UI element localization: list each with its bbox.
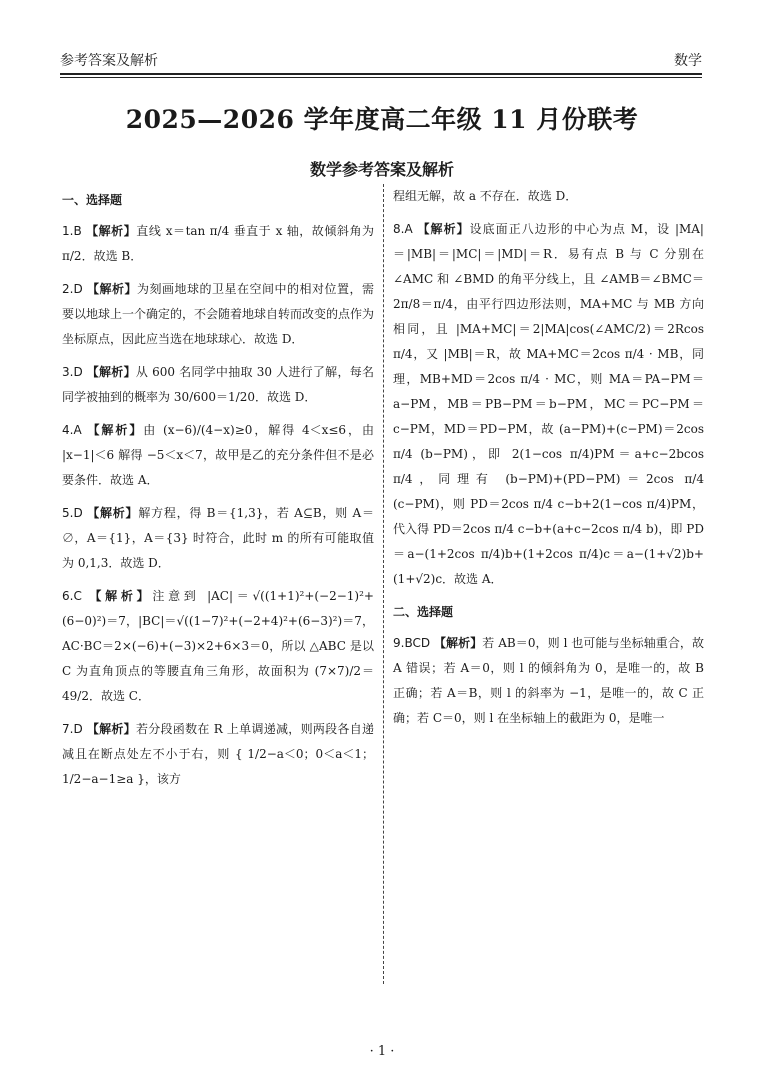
document-title: 2025—2026 学年度高二年级 11 月份联考 [125, 105, 639, 134]
header-left-text: 参考答案及解析 [60, 53, 158, 69]
column-divider [383, 184, 384, 984]
item-number: 3. [62, 365, 74, 379]
answer-item-2 [62, 277, 374, 352]
item-tag: 【解析】 [87, 282, 138, 296]
item-answer: BCD [404, 636, 431, 650]
item-tag: 【解析】 [86, 722, 136, 736]
item-text: 程组无解，故 a 不存在．故选 D． [393, 189, 578, 203]
header-right-text: 数学 [674, 53, 702, 69]
item-text: 由 (x−6)/(4−x)≥0，解得 4＜x≤6，由 |x−1|＜6 解得 −5＜x＜7，故甲是乙的充分条件但不是必要条件．故选 A． [62, 423, 374, 487]
answer-item-9 [393, 631, 704, 731]
right-column [393, 184, 704, 739]
item-tag: 【解析】 [87, 506, 139, 520]
item-number: 5. [62, 506, 74, 520]
section-heading-2: 二、选择题 [393, 605, 454, 619]
item-number: 1. [62, 224, 74, 238]
answer-item-7-cont [393, 184, 704, 209]
document-subtitle: 数学参考答案及解析 [309, 160, 454, 179]
page-header [60, 40, 702, 74]
item-tag: 【解析】 [86, 224, 137, 238]
item-text: 设底面正八边形的中心为点 M，设 |MA|＝|MB|＝|MC|＝|MD|＝R．易有点 B 与 C 分别在 ∠AMC 和 ∠BMD 的角平分线上，且 ∠AMB＝∠BMC＝2π/8＝π/4，由平行四边形法则，MA+MC 与 MB 方向相同，且 |MA+MC|＝2|MA|cos(∠AMC/2)＝2Rcos π/4，又 |MB|＝R，故 MA+MC＝2cos π/4 · MB，同理，MB+MD＝2cos π/4 · MC，则 MA＝PA−PM＝a−PM，MB＝PB−PM＝b−PM，MC＝PC−PM＝c−PM，MD＝PD−PM，故 (a−PM)+(c−PM)＝2cos π/4 (b−PM)，即 2(1−cos π/4)PM＝a+c−2bcos π/4，同理有 (b−PM)+(PD−PM)＝2cos π/4 (c−PM)，则 PD＝2cos π/4 c−b+2(1−cos π/4)PM，代入得 PD＝2cos π/4 c−b+(a+c−2cos π/4 b)，即 PD＝a−(1+2cos π/4)b+(1+2cos π/4)c＝a−(1+√2)b+(1+√2)c．故选 A． [393, 222, 704, 586]
item-number: 6. [62, 589, 74, 603]
item-answer: D [73, 365, 83, 379]
item-number: 2. [62, 282, 74, 296]
item-tag: 【解析】 [417, 222, 470, 236]
answer-item-8 [393, 217, 704, 592]
item-text: 解方程，得 B＝{1,3}，若 A⊆B，则 A＝∅，A＝{1}，A＝{3} 时符合，此时 m 的所有可能取值为 0,1,3．故选 D． [62, 506, 374, 570]
item-text: 注意到 |AC|＝√((1+1)²+(−2−1)²+(6−0)²)＝7，|BC|＝√((1−7)²+(−2+4)²+(6−3)²)＝7，AC·BC＝2×(−6)+(−3)×2+6×3＝0，所以 △ABC 是以 C 为直角顶点的等腰直角三角形，故面积为 (7×7)/2＝49/2．故选 C． [62, 589, 374, 703]
header-rule-thin [60, 77, 702, 78]
answer-item-4 [62, 418, 374, 493]
left-column [62, 184, 374, 800]
item-answer: D [73, 506, 83, 520]
answer-item-5 [62, 501, 374, 576]
answer-item-6 [62, 584, 374, 709]
item-tag: 【解析】 [86, 365, 136, 379]
answer-item-7 [62, 717, 374, 792]
answer-item-1 [62, 219, 374, 269]
item-tag: 【解析】 [89, 589, 153, 603]
item-answer: B [73, 224, 82, 238]
section-heading-1: 一、选择题 [62, 193, 123, 207]
item-text: 从 600 名同学中抽取 30 人进行了解，每名同学被抽到的概率为 30/600＝1/20．故选 D． [62, 365, 374, 404]
item-text: 若 AB＝0，则 l 也可能与坐标轴重合，故 A 错误；若 A＝0，则 l 的倾斜角为 0，是唯一的，故 B 正确；若 A＝B，则 l 的斜率为 −1，是唯一的，故 C 正确；若 C＝0，则 l 在坐标轴上的截距为 0，是唯一 [393, 636, 704, 725]
item-answer: D [73, 722, 83, 736]
item-text: 为刻画地球的卫星在空间中的相对位置，需要以地球上一个确定的，不会随着地球自转而改变的点作为坐标原点，因此应当选在地球球心．故选 D． [62, 282, 375, 346]
item-answer: C [73, 589, 82, 603]
item-tag: 【解析】 [433, 636, 483, 650]
item-answer: A [404, 222, 413, 236]
header-rule-thick [60, 73, 702, 75]
page-number: · 1 · [369, 1044, 395, 1059]
item-number: 8. [393, 222, 405, 236]
item-tag: 【解析】 [87, 423, 144, 437]
item-answer: D [73, 282, 83, 296]
item-answer: A [73, 423, 82, 437]
item-number: 7. [62, 722, 74, 736]
answer-item-3 [62, 360, 374, 410]
item-number: 9. [393, 636, 405, 650]
item-text: 若分段函数在 R 上单调递减，则两段各自递减且在断点处左不小于右，则 { 1/2−a＜0；0＜a＜1；1/2−a−1≥a }，该方 [62, 722, 374, 786]
item-number: 4. [62, 423, 74, 437]
item-text: 直线 x＝tan π/4 垂直于 x 轴，故倾斜角为 π/2．故选 B． [62, 224, 374, 263]
